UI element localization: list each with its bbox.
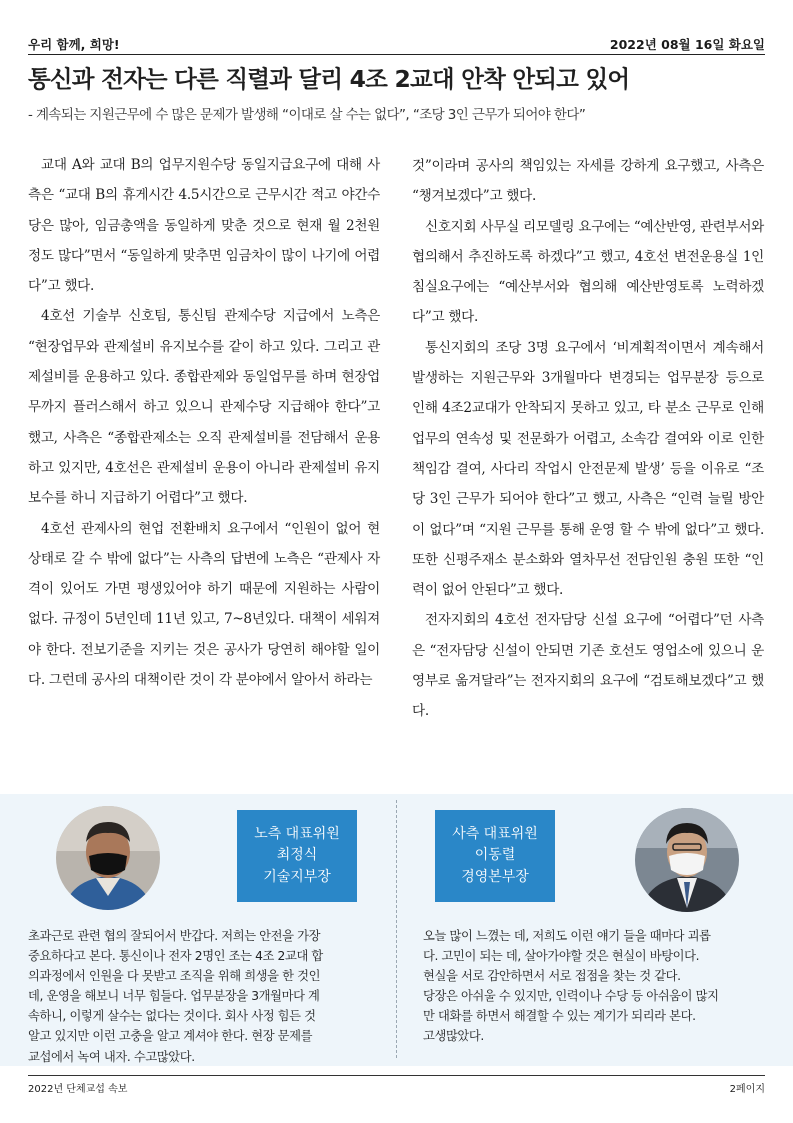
quote-line: 알고 있지만 이런 고충을 알고 계셔야 한다. 현장 문제를 xyxy=(28,1029,313,1044)
article-paragraph: 4호선 기술부 신호팀, 통신팀 관제수당 지급에서 노측은 “현장업무와 관제설비 유지보수를 같이 하고 있다. 그리고 관제설비를 운용하고 있다. 종합관제와 동일업무를 하며 현장업무까지 플러스해서 하고 있으니 관제수당 지급해야 한다”고 했고, 사측은 “종합관제소는 오직 관제설비를 전담해서 운용하고 있지만, 4호선은 관제설비 운용이 아니라 관제설비 유지보수를 하니 지급하기 어렵다”고 했다. xyxy=(28,308,380,507)
management-representative-namecard xyxy=(435,810,555,902)
header-bar xyxy=(28,34,765,55)
quote-line: 만 대화를 하면서 해결할 수 있는 계기가 되리라 본다. xyxy=(423,1009,696,1024)
article-headline: 통신과 전자는 다른 직렬과 달리 4조 2교대 안착 안되고 있어 xyxy=(28,65,630,93)
labor-rep-title: 노측 대표위원 xyxy=(254,825,340,842)
article-paragraph: 통신지회의 조당 3명 요구에서 ‘비계획적이면서 계속해서 발생하는 지원근무와 3개월마다 변경되는 업무분장 등으로 인해 4조2교대가 안착되지 못하고 있고, 타 분소 근무로 인해 업무의 연속성 및 전문화가 어렵고, 소속감 결여와 이로 인한 책임감 결여, 사다리 작업시 안전문제 발생’ 등을 이유로 “조당 3인 근무가 되어야 한다”고 했고, 사측은 “인력 늘릴 방안이 없다”며 “지원 근무를 통해 운영 할 수 밖에 없다”고 했다. 또한 신평주재소 분소화와 열차무선 전담인원 충원 또한 “인력이 없어 안된다”고 했다. xyxy=(412,339,764,599)
management-representative-photo xyxy=(635,808,739,912)
labor-representative-namecard xyxy=(237,810,357,902)
quote-line: 교섭에서 녹여 내자. 수고많았다. xyxy=(28,1049,195,1064)
labor-representative-quote xyxy=(28,926,373,1067)
footer-page-number: 2페이지 xyxy=(729,1084,765,1095)
panel-divider xyxy=(396,800,397,1058)
labor-rep-position: 기술지부장 xyxy=(263,868,331,885)
quote-line: 의과정에서 인원을 다 못받고 조직을 위해 희생을 한 것인 xyxy=(28,969,321,984)
quote-line: 속하니, 이렇게 살수는 없다는 것이다. 회사 사정 힘든 것 xyxy=(28,1009,316,1024)
footer-publication: 2022년 단체교섭 속보 xyxy=(28,1084,128,1095)
quote-line: 고생많았다. xyxy=(423,1029,484,1044)
article-paragraph: 전자지회의 4호선 전자담당 신설 요구에 “어렵다”던 사측은 “전자담당 신설이 안되면 기존 호선도 영업소에 있으니 운영부로 옮겨달라”는 전자지회의 요구에 “검토해보겠다”고 했다. xyxy=(412,612,764,720)
management-rep-position: 경영본부장 xyxy=(461,868,529,885)
article-paragraph: 교대 A와 교대 B의 업무지원수당 동일지급요구에 대해 사측은 “교대 B의 휴게시간 4.5시간으로 근무시간 적고 야간수당은 많아, 임금총액을 동일하게 맞춘 것으로 현재 월 2천원 정도 많다”면서 “동일하게 맞추면 임금차이 많이 나기에 어렵다”고 했다. xyxy=(28,157,380,295)
quote-line: 중요하다고 본다. 통신이나 전자 2명인 조는 4조 2교대 합 xyxy=(28,949,323,964)
header-date: 2022년 08월 16일 화요일 xyxy=(609,37,765,52)
article-paragraph: 것”이라며 공사의 책임있는 자세를 강하게 요구했고, 사측은 “챙겨보겠다”고 했다. xyxy=(412,158,764,205)
article-subheadline: - 계속되는 지원근무에 수 많은 문제가 발생해 “이대로 살 수는 없다”, “조당 3인 근무가 되어야 한다” xyxy=(28,107,586,123)
quote-line: 당장은 아쉬울 수 있지만, 인력이나 수당 등 아쉬움이 많지 xyxy=(423,989,719,1004)
quote-line: 다. 고민이 되는 데, 살아가야할 것은 현실이 바탕이다. xyxy=(423,949,700,964)
quote-line: 현실을 서로 감안하면서 서로 접점을 찾는 것 같다. xyxy=(423,969,681,984)
header-slogan: 우리 함께, 희망! xyxy=(28,37,120,52)
quote-line: 초과근로 관련 협의 잘되어서 반갑다. 저희는 안전을 가장 xyxy=(28,929,321,943)
labor-representative-photo xyxy=(56,806,160,910)
article-column-left xyxy=(28,150,380,695)
footer-bar xyxy=(28,1075,765,1095)
article-paragraph: 신호지회 사무실 리모델링 요구에는 “예산반영, 관련부서와 협의해서 추진하도록 하겠다”고 했고, 4호선 변전운용실 1인 침실요구에는 “예산부서와 협의해 예산반영토록 노력하겠다”고 했다. xyxy=(412,218,764,326)
article-paragraph: 4호선 관제사의 현업 전환배치 요구에서 “인원이 없어 현 상태로 갈 수 밖에 없다”는 사측의 답변에 노측은 “관제사 자격이 있어도 가면 평생있어야 하기 때문에 지원하는 사람이 없다. 규정이 5년인데 11년 있고, 7~8년있다. 대책이 세워져야 한다. 전보기준을 지키는 것은 공사가 당연히 해야할 일이다. 그런데 공사의 대책이란 것이 각 분야에서 알아서 하라는 xyxy=(28,520,380,689)
quote-line: 데, 운영을 해보니 너무 힘들다. 업무분장을 3개월마다 계 xyxy=(28,989,320,1004)
management-representative-quote xyxy=(423,926,768,1047)
quote-line: 오늘 많이 느꼈는 데, 저희도 이런 얘기 들을 때마다 괴롭 xyxy=(423,929,711,943)
labor-rep-name: 최정식 xyxy=(276,847,318,864)
management-rep-name: 이동렬 xyxy=(474,847,516,864)
management-rep-title: 사측 대표위원 xyxy=(452,825,538,842)
article-column-right xyxy=(412,151,764,727)
